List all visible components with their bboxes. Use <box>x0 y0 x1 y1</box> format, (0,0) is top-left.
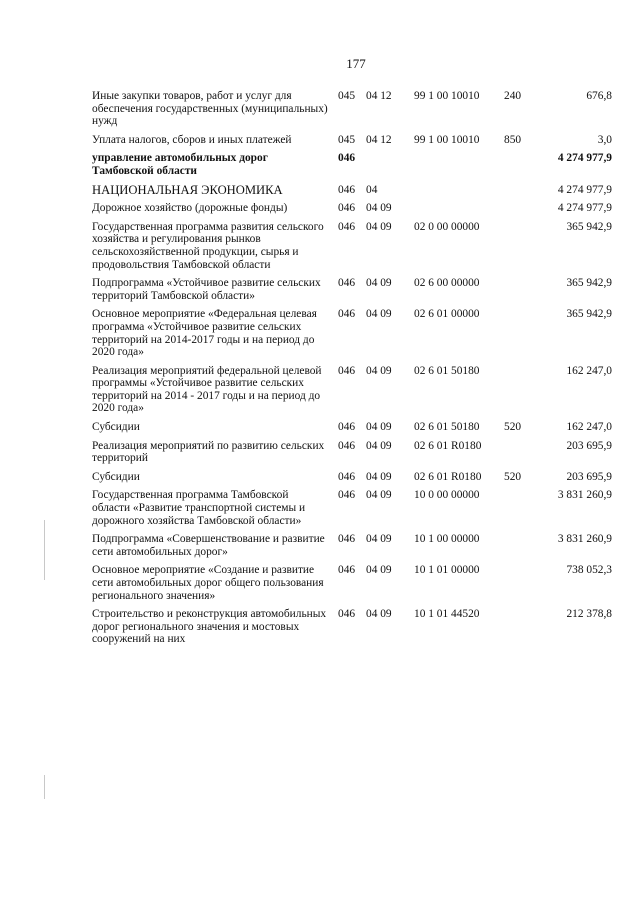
row-name: Субсидии <box>92 421 140 434</box>
row-section-code: 04 09 <box>366 439 392 452</box>
row-expense-type-code-cell <box>504 134 530 153</box>
row-expense-type-code-cell <box>504 471 530 490</box>
row-ved-code-cell <box>334 277 366 308</box>
row-amount: 3,0 <box>597 133 612 146</box>
page-number: 177 <box>346 56 366 71</box>
row-name-cell <box>92 365 334 421</box>
row-amount-cell <box>530 134 612 153</box>
row-ved-code-cell <box>334 184 366 203</box>
row-name: Уплата налогов, сборов и иных платежей <box>92 133 292 146</box>
row-section-code-cell <box>366 134 410 153</box>
row-amount-cell <box>530 184 612 203</box>
row-ved-code-cell <box>334 308 366 364</box>
row-name: Государственная программа Тамбовской области «Развитие транспортной системы и дорожного хозяйства Тамбовской области» <box>92 489 306 527</box>
table-body <box>92 90 612 652</box>
row-name: Иные закупки товаров, работ и услуг для обеспечения государственных (муниципальных) нужд <box>92 90 328 128</box>
row-expense-type-code: 520 <box>504 470 522 483</box>
row-amount: 203 695,9 <box>566 470 612 483</box>
row-target-article-code-cell <box>410 308 504 364</box>
scan-margin-line <box>44 775 45 799</box>
row-expense-type-code: 240 <box>504 90 522 102</box>
row-name-cell <box>92 202 334 221</box>
row-name: Государственная программа развития сельского хозяйства и регулирования рынков сельскохозяйственной продукции, сырья и продовольствия Тамбовской области <box>92 220 324 271</box>
row-ved-code: 046 <box>338 470 356 483</box>
row-name: Дорожное хозяйство (дорожные фонды) <box>92 202 288 215</box>
table-row <box>92 564 612 608</box>
row-name-cell <box>92 221 334 277</box>
row-name: Основное мероприятие «Федеральная целевая программа «Устойчивое развитие сельских территорий на 2014-2017 годы и на период до 2020 года» <box>92 308 317 359</box>
row-expense-type-code-cell <box>504 533 530 564</box>
row-ved-code: 046 <box>338 308 356 321</box>
row-expense-type-code-cell <box>504 277 530 308</box>
row-name-cell <box>92 308 334 364</box>
table-row <box>92 152 612 183</box>
row-ved-code: 046 <box>338 608 356 621</box>
row-amount-cell <box>530 533 612 564</box>
row-target-article-code-cell <box>410 221 504 277</box>
row-amount: 203 695,9 <box>566 439 612 452</box>
row-name: Строительство и реконструкция автомобильных дорог регионального значения и мостовых сооружений на них <box>92 608 327 646</box>
row-name-cell <box>92 184 334 203</box>
row-section-code-cell <box>366 152 410 183</box>
row-section-code: 04 09 <box>366 277 392 290</box>
row-ved-code: 046 <box>338 183 356 196</box>
row-expense-type-code-cell <box>504 152 530 183</box>
row-name-cell <box>92 152 334 183</box>
row-amount-cell <box>530 489 612 533</box>
row-name-cell <box>92 277 334 308</box>
row-expense-type-code-cell <box>504 202 530 221</box>
row-section-code: 04 09 <box>366 220 392 233</box>
row-target-article-code: 02 6 01 R0180 <box>414 470 482 483</box>
row-amount-cell <box>530 564 612 608</box>
row-target-article-code: 99 1 00 10010 <box>414 133 480 146</box>
row-name-cell <box>92 421 334 440</box>
table-row <box>92 471 612 490</box>
row-section-code-cell <box>366 564 410 608</box>
row-amount-cell <box>530 277 612 308</box>
row-ved-code-cell <box>334 152 366 183</box>
row-expense-type-code: 520 <box>504 421 522 434</box>
table-row <box>92 533 612 564</box>
row-name: управление автомобильных дорог Тамбовской области <box>92 152 268 177</box>
row-expense-type-code-cell <box>504 608 530 652</box>
row-ved-code-cell <box>334 564 366 608</box>
row-target-article-code: 02 6 00 00000 <box>414 277 480 290</box>
row-section-code-cell <box>366 202 410 221</box>
budget-table <box>92 90 612 652</box>
row-ved-code-cell <box>334 134 366 153</box>
row-amount: 676,8 <box>586 90 612 102</box>
row-ved-code: 045 <box>338 90 356 102</box>
row-amount: 212 378,8 <box>566 608 612 621</box>
row-expense-type-code-cell <box>504 489 530 533</box>
row-target-article-code-cell <box>410 277 504 308</box>
row-amount: 162 247,0 <box>566 421 612 434</box>
row-target-article-code: 10 0 00 00000 <box>414 489 480 502</box>
table-row <box>92 202 612 221</box>
row-name-cell <box>92 134 334 153</box>
row-expense-type-code: 850 <box>504 133 522 146</box>
table-row <box>92 608 612 652</box>
row-section-code-cell <box>366 90 410 134</box>
row-amount: 162 247,0 <box>566 364 612 377</box>
row-ved-code-cell <box>334 221 366 277</box>
row-section-code: 04 09 <box>366 364 392 377</box>
row-ved-code-cell <box>334 489 366 533</box>
row-ved-code: 046 <box>338 364 356 377</box>
row-expense-type-code-cell <box>504 90 530 134</box>
table-row <box>92 440 612 471</box>
row-name-cell <box>92 608 334 652</box>
row-expense-type-code-cell <box>504 421 530 440</box>
row-ved-code-cell <box>334 471 366 490</box>
row-section-code: 04 09 <box>366 608 392 621</box>
row-amount: 3 831 260,9 <box>557 489 612 502</box>
row-section-code: 04 09 <box>366 470 392 483</box>
table-row <box>92 365 612 421</box>
row-ved-code: 045 <box>338 133 356 146</box>
row-section-code-cell <box>366 471 410 490</box>
row-amount-cell <box>530 608 612 652</box>
row-amount: 3 831 260,9 <box>557 533 612 546</box>
row-amount-cell <box>530 152 612 183</box>
row-name: Субсидии <box>92 470 140 483</box>
row-section-code: 04 <box>366 183 378 196</box>
row-target-article-code-cell <box>410 134 504 153</box>
row-ved-code: 046 <box>338 489 356 502</box>
row-amount: 4 274 977,9 <box>557 202 612 215</box>
row-target-article-code: 99 1 00 10010 <box>414 90 480 102</box>
row-target-article-code-cell <box>410 152 504 183</box>
row-amount: 4 274 977,9 <box>557 183 612 196</box>
scan-margin-line <box>44 520 45 580</box>
row-name: Основное мероприятие «Создание и развитие сети автомобильных дорог общего пользования регионального значения» <box>92 564 324 602</box>
row-section-code-cell <box>366 184 410 203</box>
row-section-code-cell <box>366 277 410 308</box>
row-section-code: 04 12 <box>366 133 392 146</box>
table-row <box>92 90 612 134</box>
row-target-article-code-cell <box>410 184 504 203</box>
row-amount-cell <box>530 440 612 471</box>
row-target-article-code: 10 1 01 44520 <box>414 608 480 621</box>
row-section-code-cell <box>366 365 410 421</box>
table-row <box>92 308 612 364</box>
row-section-code-cell <box>366 308 410 364</box>
row-section-code: 04 09 <box>366 421 392 434</box>
row-target-article-code-cell <box>410 90 504 134</box>
row-name-cell <box>92 471 334 490</box>
row-section-code: 04 09 <box>366 308 392 321</box>
row-ved-code-cell <box>334 608 366 652</box>
row-amount-cell <box>530 202 612 221</box>
row-amount: 365 942,9 <box>566 308 612 321</box>
row-name-cell <box>92 90 334 134</box>
row-target-article-code-cell <box>410 489 504 533</box>
table-row <box>92 184 612 203</box>
row-name: Подпрограмма «Совершенствование и развитие сети автомобильных дорог» <box>92 533 325 558</box>
row-ved-code-cell <box>334 440 366 471</box>
row-ved-code: 046 <box>338 421 356 434</box>
row-ved-code: 046 <box>338 533 356 546</box>
row-amount-cell <box>530 365 612 421</box>
row-target-article-code-cell <box>410 564 504 608</box>
row-target-article-code: 02 6 01 R0180 <box>414 439 482 452</box>
row-target-article-code: 02 6 01 50180 <box>414 364 480 377</box>
table-row <box>92 134 612 153</box>
row-amount: 738 052,3 <box>566 564 612 577</box>
row-ved-code-cell <box>334 90 366 134</box>
row-target-article-code: 02 6 01 50180 <box>414 421 480 434</box>
row-expense-type-code-cell <box>504 440 530 471</box>
row-ved-code-cell <box>334 202 366 221</box>
table-row <box>92 421 612 440</box>
row-name-cell <box>92 440 334 471</box>
row-target-article-code-cell <box>410 421 504 440</box>
row-name-cell <box>92 489 334 533</box>
row-expense-type-code-cell <box>504 184 530 203</box>
row-ved-code-cell <box>334 365 366 421</box>
row-ved-code: 046 <box>338 152 356 165</box>
table-row <box>92 277 612 308</box>
row-name: Реализация мероприятий федеральной целевой программы «Устойчивое развитие сельских территорий на 2014 - 2017 годы и на период до 2020 года» <box>92 364 322 415</box>
row-section-code: 04 09 <box>366 489 392 502</box>
row-amount-cell <box>530 90 612 134</box>
row-amount-cell <box>530 308 612 364</box>
row-ved-code-cell <box>334 421 366 440</box>
row-target-article-code: 02 0 00 00000 <box>414 220 480 233</box>
row-section-code-cell <box>366 608 410 652</box>
table-row <box>92 489 612 533</box>
row-section-code-cell <box>366 440 410 471</box>
row-target-article-code-cell <box>410 533 504 564</box>
row-section-code: 04 09 <box>366 564 392 577</box>
row-target-article-code: 02 6 01 00000 <box>414 308 480 321</box>
row-amount: 365 942,9 <box>566 220 612 233</box>
row-section-code-cell <box>366 421 410 440</box>
row-section-code-cell <box>366 489 410 533</box>
row-target-article-code-cell <box>410 365 504 421</box>
row-name-cell <box>92 564 334 608</box>
row-expense-type-code-cell <box>504 365 530 421</box>
row-amount-cell <box>530 421 612 440</box>
row-expense-type-code-cell <box>504 221 530 277</box>
row-amount-cell <box>530 221 612 277</box>
row-section-code-cell <box>366 221 410 277</box>
row-amount: 4 274 977,9 <box>557 152 612 165</box>
row-amount: 365 942,9 <box>566 277 612 290</box>
row-target-article-code-cell <box>410 202 504 221</box>
row-name: Реализация мероприятий по развитию сельских территорий <box>92 439 325 465</box>
row-ved-code: 046 <box>338 564 356 577</box>
row-amount-cell <box>530 471 612 490</box>
row-section-code: 04 09 <box>366 202 392 215</box>
row-ved-code: 046 <box>338 277 356 290</box>
row-target-article-code-cell <box>410 608 504 652</box>
row-expense-type-code-cell <box>504 564 530 608</box>
row-ved-code: 046 <box>338 439 356 452</box>
row-ved-code: 046 <box>338 202 356 215</box>
row-target-article-code-cell <box>410 471 504 490</box>
row-expense-type-code-cell <box>504 308 530 364</box>
table-row <box>92 221 612 277</box>
row-target-article-code: 10 1 00 00000 <box>414 533 480 546</box>
row-ved-code: 046 <box>338 220 356 233</box>
row-section-code-cell <box>366 533 410 564</box>
row-section-code: 04 09 <box>366 533 392 546</box>
row-name-cell <box>92 533 334 564</box>
row-target-article-code-cell <box>410 440 504 471</box>
row-section-code: 04 12 <box>366 90 392 102</box>
row-name: НАЦИОНАЛЬНАЯ ЭКОНОМИКА <box>92 182 283 197</box>
row-ved-code-cell <box>334 533 366 564</box>
row-target-article-code: 10 1 01 00000 <box>414 564 480 577</box>
row-name: Подпрограмма «Устойчивое развитие сельских территорий Тамбовской области» <box>92 277 321 302</box>
